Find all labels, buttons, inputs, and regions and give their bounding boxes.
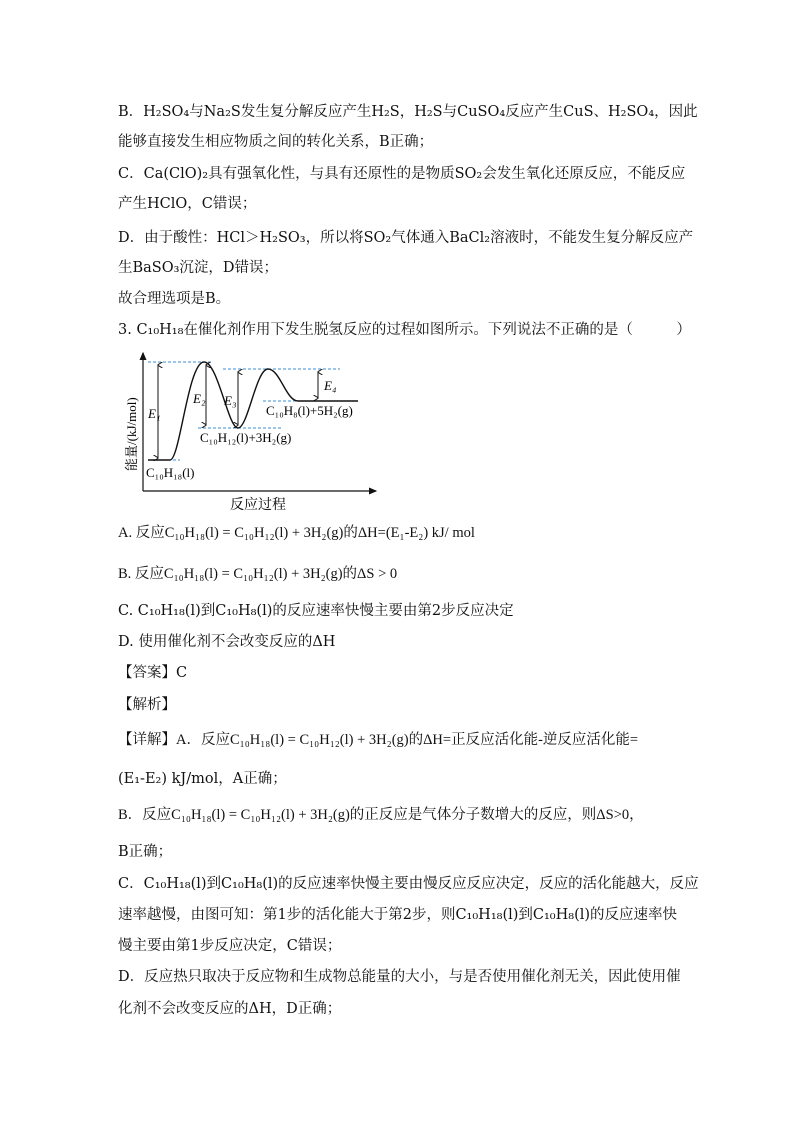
analysis-line-8: D．反应热只取决于反应物和生成物总能量的大小，与是否使用催化剂无关，因此使用催 <box>118 969 681 985</box>
e4-label: E₄ <box>324 378 337 393</box>
solution-line-b-1: B．H₂SO₄与Na₂S发生复分解反应产生H₂S，H₂S与CuSO₄反应产生CuS、H₂SO₄，因此 <box>118 104 698 120</box>
solution-line-d-2: 生BaSO₃沉淀，D错误； <box>118 260 279 276</box>
option-c: C. C₁₀H₁₈(l)到C₁₀H₈(l)的反应速率快慢主要由第2步反应决定 <box>118 603 514 619</box>
solution-line-c-2: 产生HClO，C错误； <box>118 196 257 212</box>
option-d: D. 使用催化剂不会改变反应的ΔH <box>118 634 336 650</box>
solution-conclusion: 故合理选项是B。 <box>118 291 231 307</box>
solution-line-c-1: C．Ca(ClO)₂具有强氧化性，与具有还原性的是物质SO₂会发生氧化还原反应，不能反应 <box>118 166 686 182</box>
x-axis-label: 反应过程 <box>230 498 286 513</box>
option-a: A. 反应C₁₀H₁₈(l) = C₁₀H₁₂(l) + 3H₂(g)的ΔH=(E₁-E₂) kJ/ mol <box>118 525 475 541</box>
e1-label: E₁ <box>148 406 161 421</box>
analysis-header: 【解析】 <box>118 697 176 713</box>
e2-label: E₂ <box>193 391 206 406</box>
analysis-line-1: 【详解】A．反应C₁₀H₁₈(l) = C₁₀H₁₂(l) + 3H₂(g)的ΔH=正反应活化能-逆反应活化能= <box>118 732 639 748</box>
solution-line-b-2: 能够直接发生相应物质之间的转化关系，B正确； <box>118 134 434 150</box>
reactant-label: C₁₀H₁₈(l) <box>146 465 195 480</box>
option-b: B. 反应C₁₀H₁₈(l) = C₁₀H₁₂(l) + 3H₂(g)的ΔS > 0 <box>118 566 398 582</box>
analysis-line-5: C．C₁₀H₁₈(l)到C₁₀H₈(l)的反应速率快慢主要由慢反应反应决定，反应的活化能越大，反应 <box>118 876 699 892</box>
answer-line: 【答案】C <box>118 665 188 681</box>
product-label: C₁₀H₈(l)+5H₂(g) <box>266 403 353 418</box>
energy-profile-diagram <box>118 343 388 513</box>
analysis-line-9: 化剂不会改变反应的ΔH，D正确； <box>118 1001 342 1017</box>
analysis-line-3: B．反应C₁₀H₁₈(l) = C₁₀H₁₂(l) + 3H₂(g)的正反应是气体分子数增大的反应，则ΔS>0， <box>118 807 644 823</box>
analysis-line-7: 慢主要由第1步反应决定，C错误； <box>118 938 342 954</box>
analysis-line-2: (E₁-E₂) kJ/mol，A正确； <box>118 771 287 787</box>
e3-label: E₃ <box>224 393 237 408</box>
solution-line-d-1: D．由于酸性：HCl＞H₂SO₃，所以将SO₂气体通入BaCl₂溶液时，不能发生复分解反应产 <box>118 230 694 246</box>
question-stem: 3. C₁₀H₁₈在催化剂作用下发生脱氢反应的过程如图所示。下列说法不正确的是（ ） <box>118 322 691 338</box>
analysis-line-4: B正确； <box>118 844 173 860</box>
analysis-line-6: 速率越慢，由图可知：第1步的活化能大于第2步，则C₁₀H₁₈(l)到C₁₀H₈(l)的反应速率快 <box>118 907 678 923</box>
y-axis-label: 能量/(kJ/mol) <box>124 397 139 471</box>
intermediate-label: C₁₀H₁₂(l)+3H₂(g) <box>200 430 292 445</box>
